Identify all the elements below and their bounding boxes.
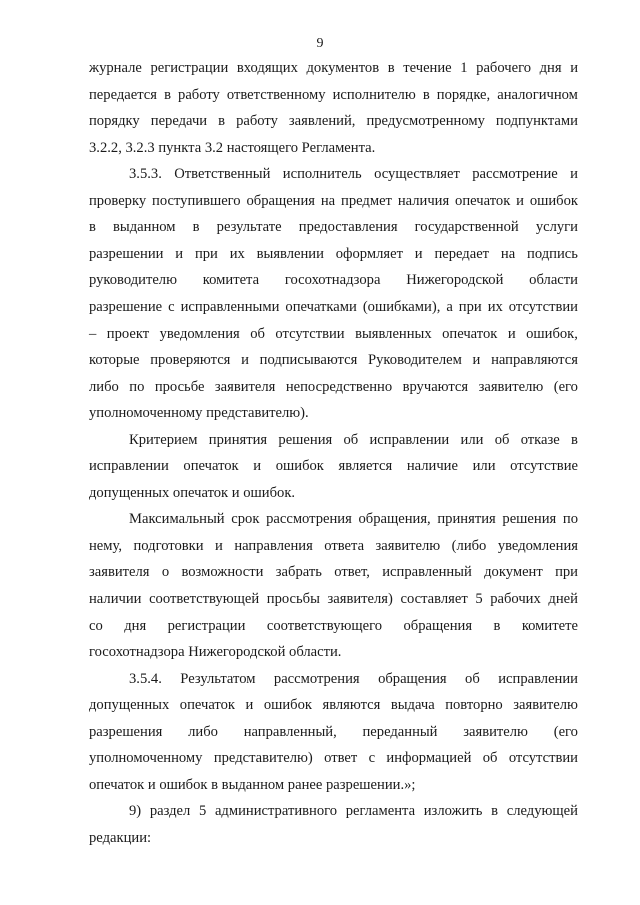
text-line: руководителю комитета госохотнадзора Нижегородской области (89, 272, 578, 289)
text-line: Максимальный срок рассмотрения обращения, принятия решения по (129, 511, 578, 528)
text-line: либо по просьбе заявителя непосредственно вручаются заявителю (его (89, 378, 578, 395)
text-line: заявителя о возможности забрать ответ, исправленный документ при (89, 564, 578, 581)
text-line: 3.5.4. Результатом рассмотрения обращения об исправлении (129, 670, 578, 687)
text-line: 3.2.2, 3.2.3 пункта 3.2 настоящего Регламента. (89, 139, 376, 156)
text-line: 9) раздел 5 административного регламента изложить в следующей (129, 803, 578, 820)
text-line: исправлении опечаток и ошибок является наличие или отсутствие (89, 458, 578, 475)
text-line: нему, подготовки и направления ответа заявителю (либо уведомления (89, 537, 578, 554)
text-line: редакции: (89, 829, 152, 846)
text-line: уполномоченному представителю). (89, 405, 309, 422)
text-line: передается в работу ответственному исполнителю в порядке, аналогичном (89, 86, 578, 103)
text-line: разрешения либо направленный, переданный заявителю (его (89, 723, 578, 740)
text-line: разрешении и при их выявлении оформляет и передает на подпись (89, 245, 578, 262)
text-line: порядку передачи в работу заявлений, предусмотренному подпунктами (89, 113, 578, 130)
text-line: опечаток и ошибок в выданном ранее разрешении.»; (89, 776, 416, 793)
text-line: проверку поступившего обращения на предмет наличия опечаток и ошибок (89, 192, 578, 209)
text-line: которые проверяются и подписываются Руководителем и направляются (89, 352, 578, 369)
text-line: 3.5.3. Ответственный исполнитель осуществляет рассмотрение и (129, 166, 578, 183)
text-line: госохотнадзора Нижегородской области. (89, 644, 342, 661)
text-line: допущенных опечаток и ошибок являются выдача повторно заявителю (89, 697, 578, 714)
text-line: разрешение с исправленными опечатками (ошибками), а при их отсутствии (89, 298, 578, 315)
text-line: Критерием принятия решения об исправлении или об отказе в (129, 431, 578, 448)
text-line: в выданном в результате предоставления государственной услуги (89, 219, 578, 236)
text-line: со дня регистрации соответствующего обращения в комитете (89, 617, 578, 634)
page-number: 9 (316, 36, 324, 51)
text-line: допущенных опечаток и ошибок. (89, 484, 296, 501)
text-line: уполномоченному представителю) ответ с информацией об отсутствии (89, 750, 578, 767)
text-line: наличии соответствующей просьбы заявителя) составляет 5 рабочих дней (89, 591, 578, 607)
text-line: – проект уведомления об отсутствии выявленных опечаток и ошибок, (89, 325, 578, 342)
text-line: журнале регистрации входящих документов в течение 1 рабочего дня и (89, 60, 578, 76)
